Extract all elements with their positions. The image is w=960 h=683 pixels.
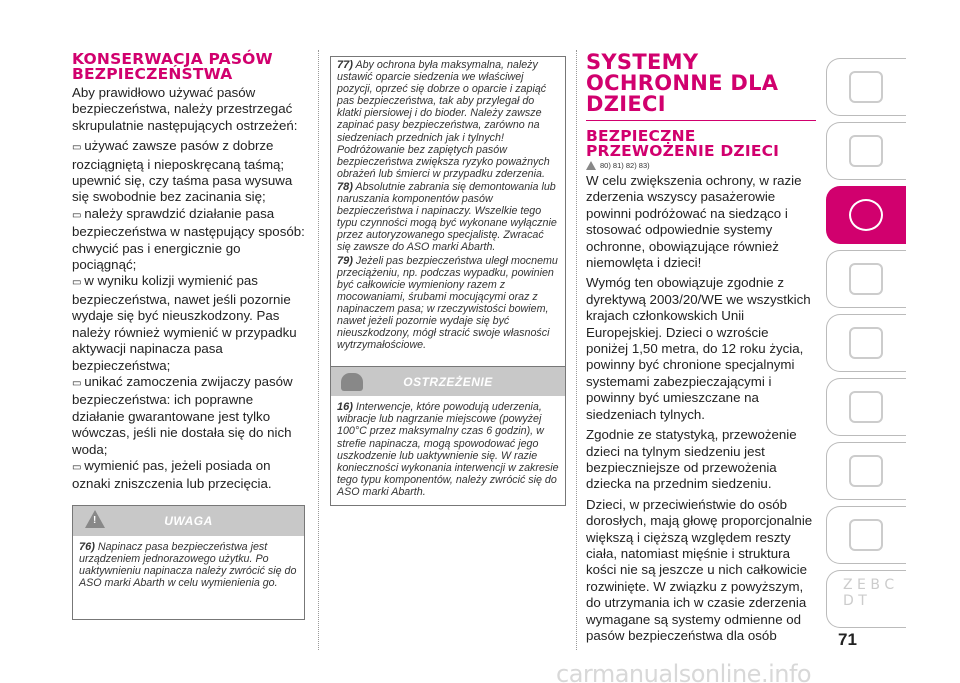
start-drive-icon [849, 263, 883, 295]
note-references [586, 161, 814, 170]
right-column [586, 52, 814, 644]
tab-index[interactable] [826, 570, 906, 628]
tab-car-info[interactable] [826, 58, 906, 116]
note-text: Jeżeli pas bezpieczeństwa uległ mocnemu przeciążeniu, np. podczas wypadku, powinien być całkowicie wymieniony razem z mocowaniami, śrubami mocującymi oraz z napinaczem pasa; w rzeczywistości bowiem, nawet jeżeli pozornie wydaje się być nieuszkodzony, mógł stracić swoje własności wytrzymałościowe. [337, 254, 558, 352]
warning-triangle-icon [586, 161, 596, 170]
note-number: 78) [337, 180, 353, 193]
tab-dashboard[interactable] [826, 122, 906, 180]
intro-paragraph: Aby prawidłowo używać pasów bezpieczeństwa, należy przestrzegać skrupulatnie następujących ostrzeżeń: [72, 85, 298, 133]
watermark-footer: carmanualsonline.info [556, 660, 812, 683]
notes-box [330, 56, 566, 506]
list-item: ▭ wymienić pas, jeżeli posiada on oznaki zniszczenia lub przecięcia. [72, 458, 305, 493]
paragraph: Zgodnie ze statystyką, przewożenie dzieci na tylnym siedzeniu jest bezpieczniejsze od przewożenia dziecka na przednim siedzeniu. [586, 427, 797, 492]
tab-warning-lights[interactable] [826, 378, 906, 436]
note-text: Interwencje, które powodują uderzenia, wibracje lub nagrzanie miejscowe (powyżej 100°C przez maksymalny czas 6 godzin), w strefie napinacza, mogą spowodować jego uszkodzenie lub uaktywnienie się. W razie konieczności wykonania interwencji w zakresie tego typu komponentów, należy zwrócić się do ASO marki Abarth. [337, 401, 559, 498]
note-number: 16) [337, 401, 353, 414]
warning-box-title: UWAGA [164, 514, 213, 528]
note-number: 76) [79, 541, 95, 553]
list-item: ▭ należy sprawdzić działanie pasa bezpieczeństwa w następujący sposób: chwycić pas i energicznie go pociągnąć; [72, 206, 305, 274]
note-number: 77) [337, 59, 353, 71]
tab-multimedia[interactable] [826, 506, 906, 564]
caution-box-header [331, 366, 565, 396]
paragraph: Dzieci, w przeciwieństwie do osób dorosłych, mają głowę proporcjonalnie większą i cięższą względem reszty ciała, natomiast mięśnie i struktura kości nie są jeszcze u nich całkowicie rozwinięte. W związku z powyższym, do utrzymania ich w czasie zderzenia wymagane są systemy odmienne od pasów bezpieczeństwa dla osób [586, 496, 813, 643]
left-column [72, 52, 305, 493]
tab-start-drive[interactable] [826, 250, 906, 308]
caution-box-title: OSTRZEŻENIE [403, 375, 493, 390]
chapter-tabs [826, 58, 906, 634]
note-item [337, 59, 559, 180]
paragraph: W celu zwiększenia ochrony, w razie zderzenia wszyscy pasażerowie powinni podróżować na siedząco i stosować odpowiednie systemy ochronne, obowiązujące również niemowlęta i dzieci! [586, 173, 802, 271]
multimedia-icon [849, 519, 883, 551]
section-heading-child-transport: BEZPIECZNE PRZEWOŻENIE DZIECI [586, 127, 780, 160]
list-item: ▭ unikać zamoczenia zwijaczy pasów bezpieczeństwa: ich poprawne działanie gwarantowane jest tylko wówczas, jeśli nie dostała się do nich woda; [72, 374, 305, 458]
heading-rule [586, 120, 816, 121]
safety-icon [849, 199, 883, 231]
dashboard-icon [849, 135, 883, 167]
note-item [79, 541, 298, 589]
tab-safety[interactable] [826, 186, 906, 244]
chapter-heading: SYSTEMY OCHRONNE DLA DZIECI [586, 50, 779, 116]
index-letters-icon: Z E B C D T [843, 577, 895, 609]
warning-box [72, 505, 305, 620]
steering-wheel-icon [849, 327, 883, 359]
note-item [337, 401, 559, 498]
note-item [337, 181, 559, 254]
reference-numbers: 80) 81) 82) 83) [600, 161, 650, 170]
tab-maintenance[interactable] [826, 442, 906, 500]
list-item: ▭ używać zawsze pasów z dobrze rozciągniętą i nieposkręcaną taśmą; upewnić się, czy taśma pasa wysuwa się swobodnie bez zacinania się; [72, 138, 305, 206]
paragraph: Wymóg ten obowiązuje zgodnie z dyrektywą 2003/20/WE we wszystkich krajach członkowskich Unii Europejskiej. Dzieci o wzroście poniżej 1,50 metra, do 12 roku życia, powinny być chronione specjalnymi systemami zabezpieczającymi i powinny być umieszczane na siedzeniach tylnych. [586, 275, 811, 422]
column-divider [576, 50, 577, 650]
note-text: Aby ochrona była maksymalna, należy ustawić oparcie siedzenia we właściwej pozycji, oprzeć się dobrze o oparcie i zapiąć pas bezpieczeństwa, tak aby przylegał do klatki piersiowej i do bioder. Należy zawsze zapinać pasy bezpieczeństwa, zarówno na siedzeniach przednich jak i tylnych! Podróżowanie bez zapiętych pasów bezpieczeństwa zwiększa ryzyko poważnych obrażeń lub śmierci w przypadku zderzenia. [337, 59, 550, 180]
wrench-icon [849, 455, 883, 487]
section-heading-belt-maintenance: KONSERWACJA PASÓW BEZPIECZEŃSTWA [72, 50, 273, 83]
warning-box-header [73, 506, 304, 536]
warning-lights-icon [849, 391, 883, 423]
page-number: 71 [838, 630, 857, 649]
note-text: Napinacz pasa bezpieczeństwa jest urządzeniem jednorazowego użytku. Po uaktywnieniu napinacza należy zwrócić się do ASO marki Abarth w celu wymienienia go. [79, 541, 297, 590]
note-item [337, 255, 559, 352]
tab-steering[interactable] [826, 314, 906, 372]
note-text: Absolutnie zabrania się demontowania lub naruszania komponentów pasów bezpieczeństwa i napinaczy. Wszelkie tego typu czynności mogą być wykonane wyłącznie przez autoryzowanego specjalistę. Zwracać się zawsze do ASO marki Abarth. [337, 180, 557, 254]
list-item: ▭ w wyniku kolizji wymienić pas bezpieczeństwa, nawet jeśli pozornie wydaje się być nieuszkodzony. Pas należy również wymienić w przypadku aktywacji napinacza pasa bezpieczeństwa; [72, 273, 305, 373]
column-divider [318, 50, 319, 650]
note-number: 79) [337, 254, 353, 267]
car-info-icon [849, 71, 883, 103]
